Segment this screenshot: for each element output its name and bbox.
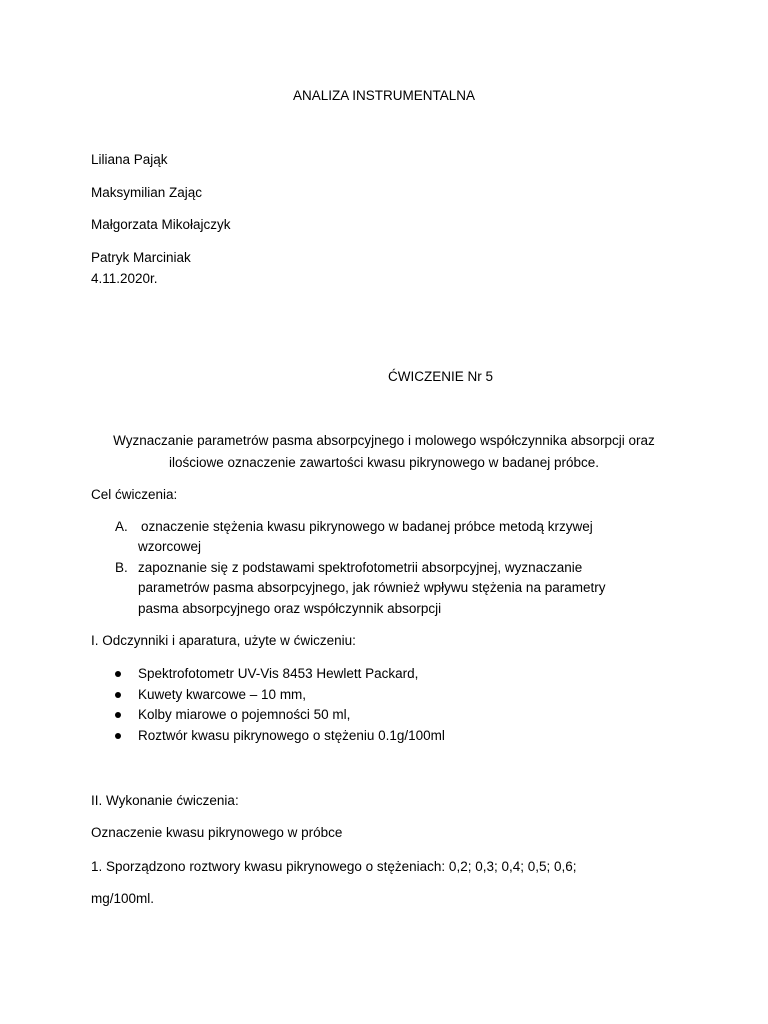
list-item: Roztwór kwasu pikrynowego o stężeniu 0.1g/100ml [138, 728, 445, 743]
list-item: Kolby miarowe o pojemności 50 ml, [138, 707, 351, 722]
exercise-topic-line: Wyznaczanie parametrów pasma absorpcyjnego i molowego współczynnika absorpcji oraz [113, 433, 655, 448]
list-item: Kuwety kwarcowe – 10 mm, [138, 687, 307, 702]
list-item-text: oznaczenie stężenia kwasu pikrynowego w badanej próbce metodą krzywej [141, 519, 593, 534]
bullet-icon [115, 671, 121, 677]
list-item-text: zapoznanie się z podstawami spektrofotometrii absorpcyjnej, wyznaczanie [138, 560, 583, 575]
exercise-topic-line: ilościowe oznaczenie zawartości kwasu pikrynowego w badanej próbce. [169, 455, 599, 470]
paragraph-line: 1. Sporządzono roztwory kwasu pikrynowego o stężeniach: 0,2; 0,3; 0,4; 0,5; 0,6; [91, 859, 577, 874]
section-heading: I. Odczynniki i aparatura, użyte w ćwiczeniu: [91, 633, 356, 648]
exercise-number: ĆWICZENIE Nr 5 [388, 369, 494, 384]
section-heading: II. Wykonanie ćwiczenia: [91, 793, 239, 808]
author-name: Małgorzata Mikołajczyk [91, 217, 231, 232]
author-name: Maksymilian Zając [91, 185, 203, 200]
list-marker: B. [115, 560, 128, 575]
list-item-text: wzorcowej [138, 539, 202, 554]
paragraph-line: mg/100ml. [91, 891, 155, 906]
list-item: Spektrofotometr UV-Vis 8453 Hewlett Packard, [138, 666, 419, 681]
bullet-icon [115, 692, 121, 698]
document-date: 4.11.2020r. [91, 271, 158, 286]
bullet-icon [115, 712, 121, 718]
goal-heading: Cel ćwiczenia: [91, 487, 178, 502]
document-title: ANALIZA INSTRUMENTALNA [292, 88, 476, 103]
author-name: Liliana Pająk [91, 152, 168, 167]
section-subheading: Oznaczenie kwasu pikrynowego w próbce [91, 825, 343, 840]
list-marker: A. [115, 519, 128, 534]
list-item-text: parametrów pasma absorpcyjnego, jak również wpływu stężenia na parametry [138, 580, 606, 595]
list-item-text: pasma absorpcyjnego oraz współczynnik absorpcji [138, 601, 442, 616]
author-name: Patryk Marciniak [91, 250, 191, 265]
bullet-icon [115, 733, 121, 739]
